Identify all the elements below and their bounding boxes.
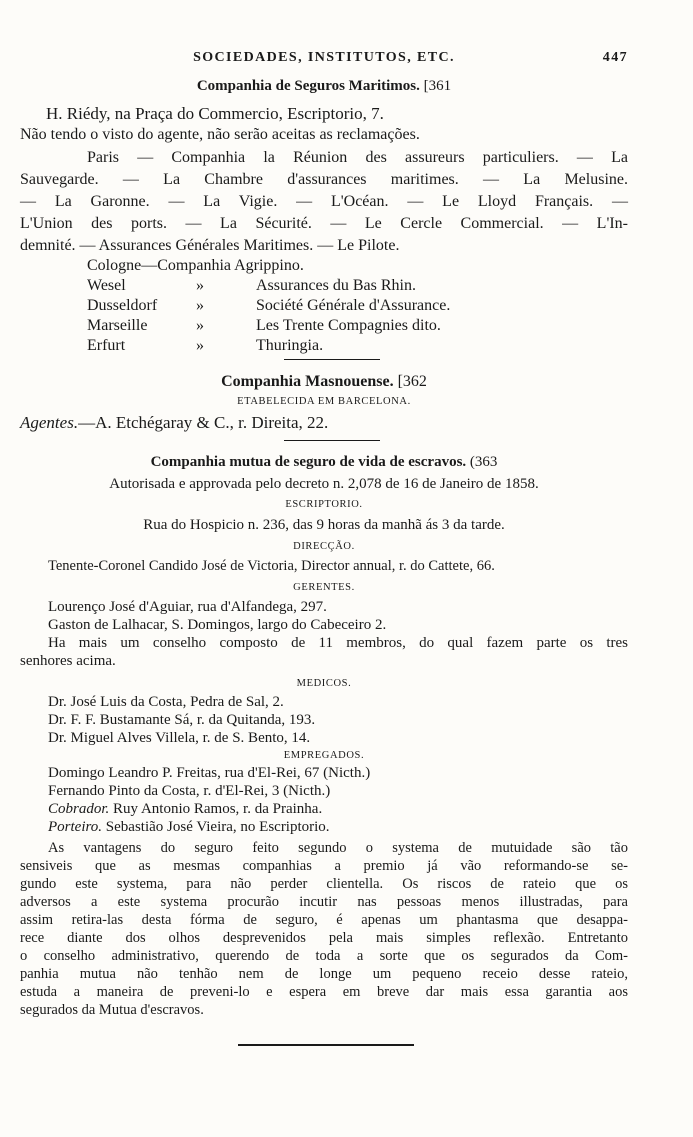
- running-header: [20, 48, 628, 68]
- porter-label: Porteiro.: [48, 819, 103, 835]
- header-title: SOCIEDADES, INSTITUTOS, ETC.: [193, 50, 455, 65]
- doctor-entry: Dr. José Luis da Costa, Pedra de Sal, 2.: [48, 694, 284, 710]
- section-divider: [284, 440, 380, 441]
- collector-label: Cobrador.: [48, 801, 110, 817]
- paragraph-line: gundo este systema, para não perder clientella. Os riscos de rateio que os: [20, 876, 628, 892]
- manager-entry: Gaston de Lalhacar, S. Domingos, largo do Cabeceiro 2.: [48, 617, 387, 633]
- agents-text: —A. Etchégaray & C., r. Direita, 22.: [78, 413, 329, 432]
- council-line-1: Ha mais um conselho composto de 11 membros, do qual fazem parte os tres: [48, 635, 628, 651]
- section-361-line-2: Não tendo o visto do agente, não serão aceitas as reclamações.: [20, 126, 420, 143]
- section-361-line-4: Sauvegarde. — La Chambre d'assurances maritimes. — La Melusine.: [20, 171, 628, 188]
- section-363-title: Companhia mutua de seguro de vida de escravos. (363: [150, 454, 498, 470]
- paragraph-line: As vantagens do seguro feito segundo o systema de mutuidade são tão: [48, 840, 628, 856]
- paragraph-line: adversos a este systema procurão incutir nas pessoas menos illustradas, para: [20, 894, 628, 910]
- section-361-line-1: H. Riédy, na Praça do Commercio, Escriptorio, 7.: [46, 104, 384, 123]
- employee-entry: Fernando Pinto da Costa, r. d'El-Rei, 3 (Nicth.): [48, 783, 331, 799]
- manager-entry: Lourenço José d'Aguiar, rua d'Alfandega, 297.: [48, 599, 327, 615]
- paragraph-line: panhia mutua não tenhão nem de longe um pequeno receio desse rateio,: [20, 966, 628, 982]
- paragraph-line: estuda a maneira de preveni-lo e espera em breve dar mais essa garantia aos: [20, 984, 628, 1000]
- direction-text: Tenente-Coronel Candido José de Victoria, Director annual, r. do Cattete, 66.: [48, 558, 495, 574]
- paragraph-line: o conselho administrativo, querendo de toda a sorte que os segurados da Com-: [20, 948, 628, 964]
- page-number: 447: [602, 50, 628, 65]
- porter-entry: Porteiro. Sebastião José Vieira, no Escriptorio.: [48, 819, 330, 835]
- office-text: Rua do Hospicio n. 236, das 9 horas da manhã ás 3 da tarde.: [143, 517, 505, 533]
- employee-entry: Domingo Leandro P. Freitas, rua d'El-Rei, 67 (Nicth.): [48, 765, 371, 781]
- section-361-line-6: L'Union des ports. — La Sécurité. — Le Cercle Commercial. — L'In-: [20, 215, 628, 232]
- doctor-entry: Dr. Miguel Alves Villela, r. de S. Bento, 14.: [48, 730, 311, 746]
- section-362-title: Companhia Masnouense. [362: [221, 373, 427, 390]
- agents-label: Agentes.: [20, 413, 79, 432]
- paragraph-line: sensiveis que as mesmas companhias a premio já vão reformando-se se-: [20, 858, 628, 874]
- section-divider: [284, 359, 380, 360]
- section-362-ref: [362: [397, 373, 427, 390]
- paragraph-line: rece diante dos olhos desprevenidos pela mais simples reflexão. Entretanto: [20, 930, 628, 946]
- managers-heading: GERENTES.: [293, 582, 355, 593]
- employees-heading: EMPREGADOS.: [283, 750, 365, 761]
- doctors-heading: MEDICOS.: [296, 678, 352, 689]
- section-361-line-3: Paris — Companhia la Réunion des assureurs particuliers. — La: [87, 149, 628, 166]
- section-361-line-7: demnité. — Assurances Générales Maritimes. — Le Pilote.: [20, 237, 400, 254]
- direction-heading: DIRECÇÃO.: [293, 541, 355, 552]
- section-361-line-5: — La Garonne. — La Vigie. — L'Océan. — Le Lloyd Français. —: [20, 193, 628, 210]
- section-363-authorized: Autorisada e approvada pelo decreto n. 2,078 de 16 de Janeiro de 1858.: [109, 476, 539, 492]
- section-363-ref: (363: [469, 454, 498, 470]
- section-361-title: Companhia de Seguros Maritimos. [361: [196, 78, 452, 94]
- section-361-line-8: Cologne—Companhia Agrippino.: [87, 257, 304, 274]
- paragraph-line: assim retira-las desta fórma de seguro, é apenas um phantasma que desappa-: [20, 912, 628, 928]
- section-362-agents: [20, 413, 328, 433]
- paragraph-line: segurados da Mutua d'escravos.: [20, 1002, 204, 1018]
- office-heading: ESCRIPTORIO.: [285, 499, 363, 510]
- section-362-subtitle: ETABELECIDA EM BARCELONA.: [237, 396, 411, 407]
- council-line-2: senhores acima.: [20, 653, 116, 669]
- doctor-entry: Dr. F. F. Bustamante Sá, r. da Quitanda, 193.: [48, 712, 316, 728]
- end-divider: [238, 1044, 414, 1046]
- collector-entry: Cobrador. Ruy Antonio Ramos, r. da Prainha.: [48, 801, 323, 817]
- section-361-ref: [361: [423, 78, 452, 94]
